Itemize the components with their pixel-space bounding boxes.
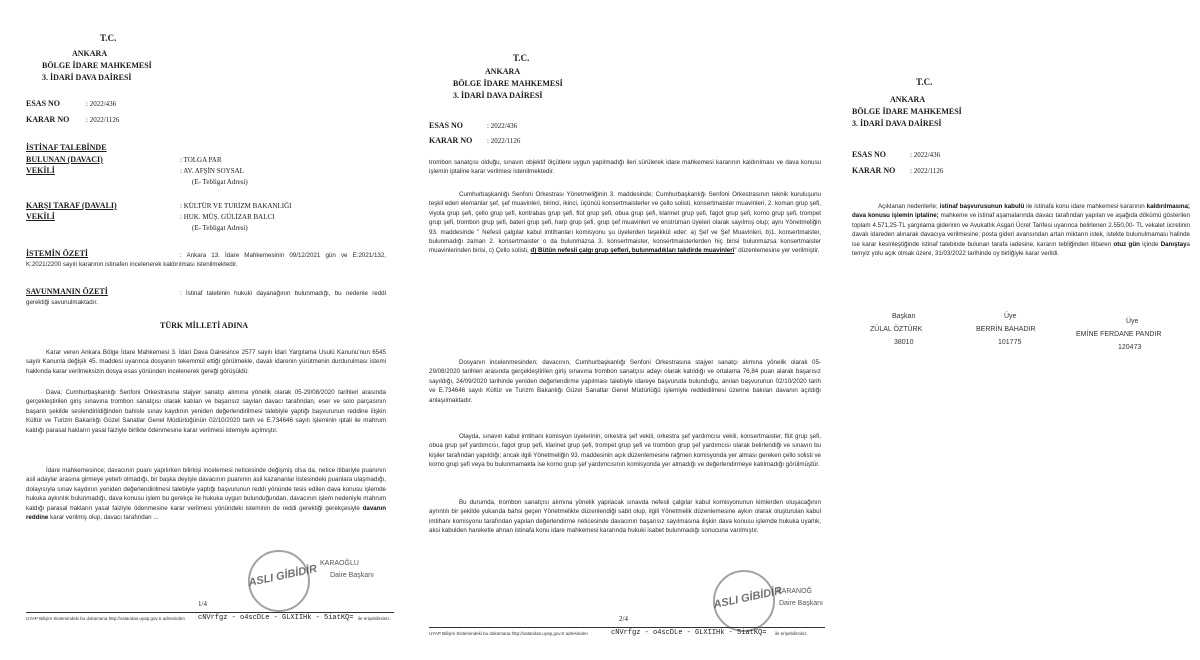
signer-title: Daire Başkanı: [779, 600, 823, 607]
paragraph-5: Bu durumda, trombon sanatçısı alımına yönelik yapılacak sınavda nefesli çalgılar kabul komisyonunun kimlerden oluşacağının ayrıntılı bir şekilde yukarıda bahsi geçen Yönetmelikte düzenlendiği sabit olup, ilgili Yönetmelik düzenlemesine aykırı olarak oluşturulan kabul imtihanı komisyonu tarafından yapılan değerlendirme neticesinde davacının başarısız sayılmasına ilişkin dava konusu işlemde hukuka uyarlık, aksi kabulden hareketle ahnan istinafa konu idare mahkemesi kararında hukuki isabet bulunmadığı sonucuna varılmıştır.: [429, 499, 821, 535]
signature-number-2: 101775: [998, 339, 1022, 346]
header-chamber: 3. İDARİ DAVA DAİRESİ: [42, 73, 132, 82]
paragraph-3-end: karar verilmiş olup, davacı tarafından ...: [50, 514, 159, 522]
karsi-value: : KÜLTÜR VE TURİZM BAKANLIĞI: [180, 202, 292, 210]
header-chamber: 3. İDARİ DAVA DAİRESİ: [852, 119, 942, 128]
signature-title-3: Üye: [1126, 318, 1139, 325]
document-page-1: [20, 30, 398, 650]
signature-number-1: 38010: [894, 339, 914, 346]
karar-value: : 2022/1126: [86, 116, 120, 124]
esas-label: ESAS NO: [26, 99, 61, 108]
stamp-text: ASLI GİBİDİR: [247, 562, 319, 590]
section-heading: TÜRK MİLLETİ ADINA: [160, 321, 249, 330]
paragraph-2: [429, 190, 821, 256]
vekili1-label: VEKİLİ: [26, 166, 55, 175]
paragraph-1: Karar veren Ankara Bölge İdare Mahkemesi 3. İdari Dava Dairesince 2577 sayılı İdari Yargılama Usulü Kanunu'nun 6545 sayılı Kanunla değişik 45. maddesi uyarınca dosyanın tekemmül ettiği görülmekle, davalı idarenin yürütmenin durdurulması istemi hakkında karar verilmeksizin dosya esas yönünden incelenerek gereği görüşüldü:: [26, 349, 386, 375]
decision-mid-2: mahkeme ve istinaf aşamalarında davacı tarafından yapılan ve aşağıda dökümü gösterilen toplam 4.571,25-TL yargılama giderinin ve Avukatlık Asgari Ücret Tarifesi uyarınca belirlenen 2.550,00- TL vekalet ücretinin davalı idareden alınarak davacıya verilmesine; posta gideri avansından artan miktarın istek, istekte bulunulmaması halinde ise karar kesinleştiğinde istinaf talebinde bulunan tarafa iadesine, kararın tebliğinden itibaren: [852, 212, 1190, 248]
header-chamber: 3. İDARİ DAVA DAİRESİ: [453, 91, 543, 100]
document-page-2: [423, 50, 831, 650]
karar-label: KARAR NO: [852, 166, 896, 175]
signer-title: Daire Başkanı: [330, 572, 374, 579]
header-court: BÖLGE İDARE MAHKEMESİ: [42, 61, 152, 70]
paragraph-1: trombon sanatçısı olduğu, sınavın objektif ölçütlere uygun yapılmadığı ileri sürülerek idare mahkemesi kararının kaldırılması ve dava konusu işlemin iptaline karar verilmesi istenilmektedir.: [429, 159, 821, 176]
page-number: 2/4: [619, 615, 628, 623]
istinaf-title: İSTİNAF TALEBİNDE: [26, 143, 107, 152]
header-tc: T.C.: [513, 53, 530, 63]
bulunan-label: BULUNAN (DAVACI): [26, 155, 103, 164]
signature-title-2: Üye: [1004, 313, 1017, 320]
footer-rule: [429, 627, 825, 628]
paragraph-2-end: " düzenlemesine yer verilmiştir.: [734, 247, 820, 255]
karsi-label: KARŞI TARAF (DAVALI): [26, 201, 117, 210]
decision-mid-1: ile istinafa konu idare mahkemesi kararının: [1026, 203, 1145, 210]
header-city: ANKARA: [72, 49, 108, 58]
paragraph-2: Dava; Cumhurbaşkanlığı Senfoni Orkestrasına stajyer sanatçı alımına yönelik olarak 05-29/08/2020 tarihleri arasında gerçekleştirilen giriş sınavına trombon sanatçısı olarak katılan ve başarısız sayılan davacı tarafından, eser ve solo parçasının başarılı şekilde seslendirildiğinden bahisle sınav kaydının yeniden değerlendirilmesi talebiyle yaptığı başvurunun reddine ilişkin Kültür ve Turizm Bakanlığı Güzel Sanatlar Genel Müdürlüğünün 02/10/2020 tarih ve E.734646 sayılı işleminin iptali ile mahrum kaldığı parasal hakların yasal faiziyle birlikte ödenmesine karar verilmesi istemiyle açılmıştır.: [26, 389, 386, 434]
istem-text: : Ankara 13. İdare Mahkemesinin 09/12/2021 gün ve E:2021/132, K:2021/2200 sayılı kararının istinafen incelenerek kaldırılması istenilmektedir.: [26, 252, 386, 269]
decision-mid-3: içinde: [1142, 240, 1159, 248]
savunma-label: SAVUNMANIN ÖZETİ: [26, 287, 108, 296]
karar-value: : 2022/1126: [910, 167, 944, 175]
decision-bold-1: istinaf başvurusunun kabulü: [939, 203, 1025, 210]
footer-rule: [26, 612, 394, 613]
signature-title-1: Başkan: [892, 313, 916, 320]
document-page-3: [848, 78, 1196, 378]
decision-bold-4: Danıştay: [1160, 240, 1187, 248]
vekili2-label: VEKİLİ: [26, 212, 55, 221]
karar-value: : 2022/1126: [487, 137, 521, 145]
vekili2-note: (E- Tebligat Adresi): [192, 224, 248, 232]
savunma-text: : İstinaf talebinin hukuki dayanağının bulunmadığı, bu nedenle reddi gerektiği savunulmaktadır.: [26, 290, 386, 307]
verification-code: cNVrfgz - o4scDLe - GLXIIHk - 5iatKQ=: [198, 614, 354, 622]
page-number: 1/4: [198, 600, 207, 608]
paragraph-2-text: Cumhurbaşkanlığı Senfoni Orkestrası Yönetmeliğinin 3. maddesinde; Cumhurbaşkanlığı Senfoni Orkestrasının teknik kuruluşunu teşkil eden elemanlar şef, şef muavinleri, birinci, ikinci, üçüncü konsertmaisterler ve çello solisti, konsertmaister muavinleri, 2. koman grup şefi, viyola grup şefi, çello grup şefi, kontrabas grup şefi, flüt grup şefi, obua grup şefi, klarinet grup şefi, fagot grup şefi, korno grup şefi, trompet grup şefi, trombon grup şefi, bateri grup şefi, harp grup şefi, grup şef muavinleri ve enstrüman üyeleri olarak sayılmış olup; aynı Yönetmeliğin 93. maddesinde " Nefesli çalgılar kabul imtihanları komisyonu şu üyelerden teşekkül eder: a) Şef ve Şef Muavinleri, b)1. konsertmaister, bulunmadığı zaman 2. konsertmaister o da bulunmazsa 3. konsertmaister, konsertmaisterlerden hiç birisi bulunmazsa konsertmaister muavinlerinden birisi, c) Çello solisti,: [429, 191, 821, 255]
footer-tail: ile erişebilirsiniz.: [775, 631, 808, 636]
header-tc: T.C.: [100, 33, 117, 43]
header-city: ANKARA: [890, 95, 926, 104]
header-court: BÖLGE İDARE MAHKEMESİ: [852, 107, 962, 116]
bulunan-value: : TOLGA PAR: [180, 156, 222, 164]
signature-number-3: 120473: [1118, 344, 1142, 351]
stamp-text: ASLI GİBİDİR: [712, 584, 784, 612]
paragraph-3: [26, 466, 386, 522]
vekili1-note: (E- Tebligat Adresi): [192, 178, 248, 186]
signature-name-3: EMİNE FERDANE PANDIR: [1076, 331, 1162, 338]
esas-label: ESAS NO: [852, 150, 887, 159]
paragraph-3-bold: davanın reddine: [26, 504, 386, 522]
karar-label: KARAR NO: [26, 115, 70, 124]
decision-bold-2: kaldırılmasına; dava konusu işlemin iptaline;: [852, 203, 1190, 220]
paragraph-2-bold: d) Bütün nefesli çalgı grup şefleri, bulunmadıkları takdirde muavinleri: [530, 247, 735, 255]
paragraph-3-text: İdare mahkemesince; davacının puanı yapılırken bilirkişi incelemesi neticesinde değişmiş olsa da, netice itibariyle puanının asil adaylar arasına girmeye yeterli olmadığı, bir başka deyişle davacının puanının asil kazananlar listesindeki puanlara ulaşmadığı, dolayısıyla sınav kaydının yeniden değerlendirilmesi talebiyle yaptığı başvurunun reddi yönünde tesis edilen dava konusu işlemde hukuka aykırılık bulunmadığı, dava konusu işlem bu gerekçe ile hukuka uygun bulunduğundan, davacının işlem nedeniyle mahrum kaldığı parasal hakların yasal faiziyle ödenmesine karar verilmesi yönündeki isteminin de reddi gerektiği gerekçesiyle: [26, 467, 386, 512]
footer-text: UYAP Bilişim Sistemindeki bu dokümana http://vatandas.uyap.gov.tr adresinden: [429, 631, 588, 636]
signer-name: KARANOĞ: [777, 588, 813, 595]
esas-label: ESAS NO: [429, 121, 464, 130]
karar-label: KARAR NO: [429, 136, 473, 145]
verification-code: cNVrfgz - o4scDLe - GLXIIHk - 5iatKQ=: [611, 629, 767, 637]
decision-end: a temyiz yolu açık olmak üzere, 31/03/2022 tarihinde oy birliğiyle karar verildi.: [852, 240, 1190, 258]
decision-start: Açıklanan nedenlerle;: [878, 203, 938, 210]
footer-tail: ile erişebilirsiniz.: [358, 616, 391, 621]
esas-value: : 2022/436: [86, 100, 117, 108]
header-city: ANKARA: [485, 67, 521, 76]
signature-name-2: BERRİN BAHADIR: [976, 326, 1036, 333]
vekili1-value: : AV. AFŞİN SOYSAL: [180, 167, 244, 175]
header-court: BÖLGE İDARE MAHKEMESİ: [453, 79, 563, 88]
header-tc: T.C.: [916, 78, 933, 87]
decision-paragraph: [852, 202, 1190, 258]
paragraph-3: Dosyanın incelenmesinden; davacının, Cumhurbaşkanlığı Senfoni Orkestrasına stajyer sanatçı alımına yönelik olarak 05-29/08/2020 tarihleri arasında gerçekleştirilen giriş sınavına trombon sanatçısı adayı olarak katıldığı ve ortalama 76,84 puan alarak başarısız sayıldığı, 24/09/2020 tarihinde yeniden değerlendirme yapılması talebiyle idareye başvuruda bulunduğu, anılan başvurunun 02/10/2020 tarih ve E.734646 sayılı Kültür ve Turizm Bakanlığı Güzel Sanatlar Genel Müdürlüğü işlemiyle reddedilmesi üzerine bakılan davanın açıldığı anlaşılmaktadır.: [429, 359, 821, 404]
footer-text: UYAP Bilişim Sistemindeki bu dokümana http://vatandas.uyap.gov.tr adresinden: [26, 616, 185, 621]
decision-bold-3: otuz gün: [1113, 240, 1140, 248]
istem-label: İSTEMİN ÖZETİ: [26, 249, 89, 258]
signature-name-1: ZÜLAL ÖZTÜRK: [870, 326, 923, 333]
signer-name: KARAOĞLU: [320, 560, 359, 567]
paragraph-4: Olayda, sınavın kabul imtihanı komisyon üyelerinin, orkestra şef vekili, orkestra şef yardımcısı vekili, konsertmaister, flüt grup şefi, obua grup şef yardımcısı, fagot grup şefi, klarinet grup şefi, trompet grup şefi ve trombon grup şef yardımcısı olarak belirlendiği ve sınavın bu kişiler tarafından yapıldığı; ancak ilgili Yönetmeliğin 93. maddesinin açık düzenlemesine rağmen komisyonda yer alması gereken çello solisti ve korno grup şefi veya bu bulunmamakta ise korno grup şef yardımcısının komisyonda yer almadığı ve değerlendirmeye katılmadığı görülmüştür.: [429, 433, 821, 469]
vekili2-value: : HUK. MÜŞ. GÜLİZAR BALCI: [180, 213, 275, 221]
esas-value: : 2022/436: [487, 122, 518, 130]
esas-value: : 2022/436: [910, 151, 941, 159]
